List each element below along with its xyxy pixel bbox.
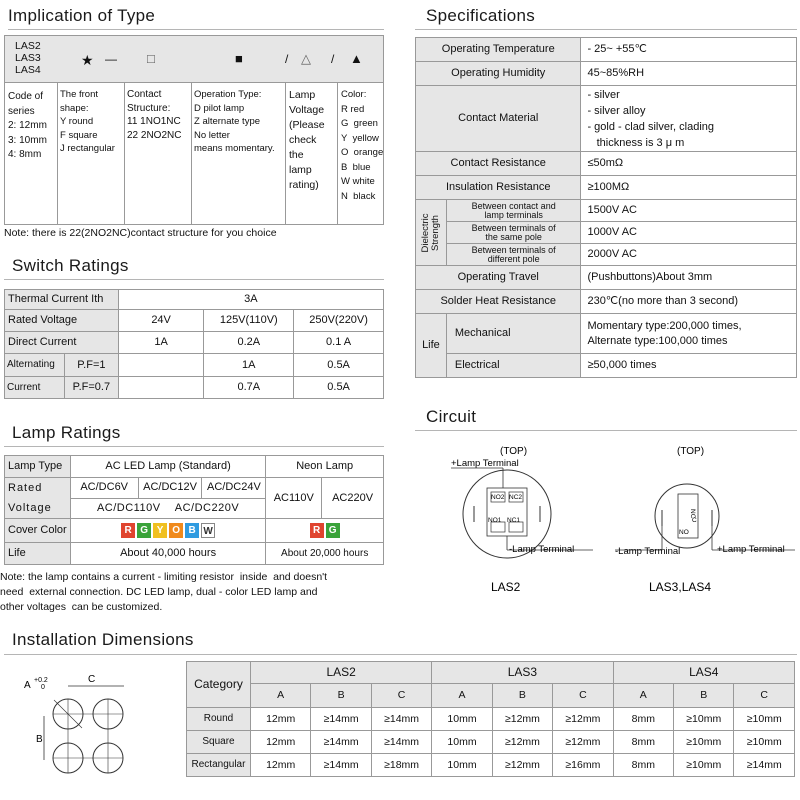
- lamp-ratings-underline: [4, 446, 384, 447]
- contact-resistance-value: ≤50mΩ: [581, 152, 797, 176]
- dimension-cell: ≥10mm: [734, 731, 795, 754]
- lamp-ratings-heading: Lamp Ratings: [12, 423, 121, 442]
- operation-type-text: Operation Type: D pilot lamp Z alternate type No letter means momentary.: [194, 89, 275, 154]
- neon-220v: AC220V: [322, 478, 384, 519]
- operating-humidity-label: Operating Humidity: [416, 62, 581, 86]
- dimension-cell: ≥14mm: [311, 754, 371, 777]
- no2-label: NO2: [491, 494, 505, 501]
- lamp-ratings-table: [4, 455, 384, 565]
- category-label: Category: [187, 662, 251, 708]
- dimension-cell: ≥10mm: [674, 754, 734, 777]
- filled-square-symbol: ■: [235, 51, 243, 66]
- ac-pf1-value-a: 1A: [204, 354, 294, 377]
- dc-24v-value: 1A: [118, 332, 204, 354]
- led-110v: AC/DC110V: [96, 501, 161, 514]
- las2-top-label: (TOP): [500, 446, 528, 457]
- installation-underline: [4, 654, 797, 655]
- table-row: [187, 708, 795, 731]
- column-header-b: B: [674, 684, 734, 708]
- operating-travel-value: (Pushbuttons)About 3mm: [581, 266, 797, 290]
- insulation-resistance-value: ≥100MΩ: [581, 176, 797, 200]
- neon-110v: AC110V: [266, 478, 322, 519]
- dimension-cell: 12mm: [250, 754, 310, 777]
- tolerance-a-label: A: [24, 680, 31, 691]
- lamp-life-label: Life: [5, 543, 71, 565]
- las2-plus-lamp-terminal: +Lamp Terminal: [451, 458, 519, 469]
- neon-lamp-label: Neon Lamp: [266, 456, 384, 478]
- column-header-a: A: [250, 684, 310, 708]
- insulation-resistance-label: Insulation Resistance: [416, 176, 581, 200]
- model-names: LAS2 LAS3 LAS4: [15, 40, 41, 76]
- led-color-badge-o: O: [169, 523, 183, 538]
- dimension-cell: ≥12mm: [492, 731, 552, 754]
- led-color-badge-g: G: [137, 523, 151, 538]
- installation-heading: Installation Dimensions: [12, 630, 194, 649]
- slash-symbol-2: /: [331, 52, 335, 66]
- implication-heading: Implication of Type: [8, 6, 156, 25]
- filled-triangle-symbol: ▲: [350, 51, 363, 66]
- dimension-cell: 10mm: [432, 754, 492, 777]
- dielectric-different-pole-label: Between terminals of different pole: [446, 244, 581, 266]
- column-header-c: C: [371, 684, 431, 708]
- operating-humidity-value: 45~85%RH: [581, 62, 797, 86]
- led-color-badge-r: R: [121, 523, 135, 538]
- dielectric-strength-label: Dielectric Strength: [419, 212, 441, 253]
- ac-pf07-value-b: 0.5A: [294, 377, 384, 399]
- no1-label: NO1: [488, 517, 502, 524]
- specifications-underline: [415, 29, 797, 30]
- implication-box: [4, 35, 384, 225]
- tolerance-plus-label: +0.2: [34, 677, 48, 684]
- row-category-label: Rectangular: [187, 754, 251, 777]
- operating-temperature-value: - 25~ +55℃: [581, 38, 797, 62]
- thermal-current-value: 3A: [118, 290, 383, 310]
- c-label: C: [692, 517, 697, 524]
- open-square-symbol: □: [147, 51, 155, 66]
- dimension-c-label: C: [88, 674, 96, 685]
- circuit-underline: [415, 430, 797, 431]
- installation-diagram: [4, 664, 184, 800]
- nc2-label: NC2: [509, 494, 523, 501]
- dimension-cell: ≥16mm: [553, 754, 613, 777]
- dimension-cell: ≥18mm: [371, 754, 431, 777]
- dimension-cell: ≥10mm: [674, 731, 734, 754]
- lamp-note: Note: the lamp contains a current - limiting resistor inside and doesn't need external connection. DC LED lamp, dual - color LED lamp and other voltages can be customized.: [0, 571, 328, 613]
- dielectric-contact-lamp-value: 1500V AC: [581, 200, 797, 222]
- led-220v: AC/DC220V: [174, 501, 240, 514]
- circuit-diagrams: [415, 436, 800, 596]
- contact-resistance-label: Contact Resistance: [416, 152, 581, 176]
- lamp-rated-voltage-label: Rated Voltage: [5, 478, 71, 519]
- led-color-badge-y: Y: [153, 523, 167, 538]
- switch-ratings-table: [4, 289, 384, 399]
- group-las2: LAS2: [250, 662, 431, 684]
- dash-symbol: —: [105, 52, 117, 66]
- contact-structure-text: Contact Structure: 11 1NO1NC 22 2NO2NC: [127, 89, 182, 141]
- life-label: Life: [416, 314, 447, 378]
- operating-travel-label: Operating Travel: [416, 266, 581, 290]
- column-header-a: A: [432, 684, 492, 708]
- switch-ratings-underline: [4, 279, 384, 280]
- implication-note: Note: there is 22(2NO2NC)contact structure for you choice: [4, 227, 277, 239]
- voltage-250v: 250V(220V): [294, 310, 384, 332]
- dielectric-contact-lamp-label: Between contact and lamp terminals: [446, 200, 581, 222]
- las2-minus-lamp-terminal: -Lamp Terminal: [509, 544, 575, 555]
- neon-life-value: About 20,000 hours: [266, 543, 384, 565]
- nc-label: NC: [689, 509, 696, 519]
- dimension-cell: ≥12mm: [492, 708, 552, 731]
- dimension-cell: ≥12mm: [553, 731, 613, 754]
- specifications-table: [415, 37, 797, 378]
- ac-pf1-value-b: 0.5A: [294, 354, 384, 377]
- pf-1-label: P.F=1: [64, 354, 118, 377]
- dimension-cell: ≥12mm: [553, 708, 613, 731]
- dc-125v-value: 0.2A: [204, 332, 294, 354]
- dielectric-different-pole-value: 2000V AC: [581, 244, 797, 266]
- dimension-cell: 12mm: [250, 731, 310, 754]
- table-row: [187, 731, 795, 754]
- circuit-heading: Circuit: [426, 407, 477, 426]
- dc-250v-value: 0.1 A: [294, 332, 384, 354]
- led-12v: AC/DC12V: [138, 478, 202, 499]
- las2-circuit-diagram: [451, 446, 593, 594]
- las34-plus-lamp-terminal: +Lamp Terminal: [717, 544, 785, 555]
- led-cover-colors: [70, 519, 266, 543]
- las34-circuit-label: LAS3,LAS4: [649, 580, 712, 594]
- dimension-cell: 8mm: [613, 754, 673, 777]
- column-header-b: B: [492, 684, 552, 708]
- lamp-voltage-text: Lamp Voltage (Please check the lamp rating): [289, 89, 325, 191]
- no-label: NO: [679, 529, 689, 536]
- mechanical-label: Mechanical: [446, 314, 581, 354]
- current-label: Current: [5, 377, 65, 399]
- star-symbol: ★: [81, 52, 94, 68]
- cover-color-label: Cover Color: [5, 519, 71, 543]
- voltage-24v: 24V: [118, 310, 204, 332]
- color-code-text: Color: R red G green Y yellow O orange B blue W white N black: [341, 89, 384, 202]
- dimension-cell: ≥10mm: [734, 708, 795, 731]
- neon-cover-colors: [266, 519, 384, 543]
- slash-symbol-1: /: [285, 52, 289, 66]
- dimension-cell: ≥10mm: [674, 708, 734, 731]
- dimension-cell: 10mm: [432, 708, 492, 731]
- neon-color-badge-r: R: [310, 523, 324, 538]
- dimension-cell: ≥14mm: [311, 708, 371, 731]
- dielectric-same-pole-value: 1000V AC: [581, 222, 797, 244]
- dimension-cell: ≥14mm: [311, 731, 371, 754]
- alternating-label: Alternating: [5, 354, 65, 377]
- neon-color-badge-g: G: [326, 523, 340, 538]
- table-row: [187, 754, 795, 777]
- group-las3: LAS3: [432, 662, 613, 684]
- led-life-value: About 40,000 hours: [70, 543, 266, 565]
- led-lamp-label: AC LED Lamp (Standard): [70, 456, 266, 478]
- front-shape-text: The front shape: Y round F square J rectangular: [60, 89, 115, 154]
- rated-voltage-label: Rated Voltage: [5, 310, 119, 332]
- solder-heat-label: Solder Heat Resistance: [416, 290, 581, 314]
- solder-heat-value: 230℃(no more than 3 second): [581, 290, 797, 314]
- dimension-cell: 10mm: [432, 731, 492, 754]
- dielectric-strength-label-cell: [416, 200, 447, 266]
- nc1-label: NC1: [507, 517, 521, 524]
- column-header-c: C: [553, 684, 613, 708]
- switch-ratings-heading: Switch Ratings: [12, 256, 129, 275]
- las34-circuit-diagram: [615, 446, 795, 594]
- led-24v: AC/DC24V: [202, 478, 266, 499]
- operating-temperature-label: Operating Temperature: [416, 38, 581, 62]
- dielectric-same-pole-label: Between terminals of the same pole: [446, 222, 581, 244]
- dimension-cell: 8mm: [613, 731, 673, 754]
- ac-pf07-value-a: 0.7A: [204, 377, 294, 399]
- dimension-cell: ≥12mm: [492, 754, 552, 777]
- tolerance-zero-label: 0: [41, 684, 45, 691]
- implication-code-row: [5, 36, 383, 83]
- series-code-text: Code of series 2: 12mm 3: 10mm 4: 8mm: [8, 91, 47, 160]
- las34-minus-lamp-terminal: -Lamp Terminal: [615, 546, 681, 557]
- contact-material-value: - silver - silver alloy - gold - clad silver, clading thickness is 3 μ m: [581, 86, 797, 152]
- group-las4: LAS4: [613, 662, 794, 684]
- dimension-cell: ≥14mm: [371, 731, 431, 754]
- column-header-b: B: [311, 684, 371, 708]
- direct-current-label: Direct Current: [5, 332, 119, 354]
- las34-top-label: (TOP): [677, 446, 705, 457]
- column-header-c: C: [734, 684, 795, 708]
- dimension-b-label: B: [36, 734, 43, 745]
- implication-underline: [8, 29, 384, 30]
- thermal-current-label: Thermal Current Ith: [5, 290, 119, 310]
- electrical-value: ≥50,000 times: [581, 354, 797, 378]
- electrical-label: Electrical: [446, 354, 581, 378]
- pf-07-label: P.F=0.7: [64, 377, 118, 399]
- dimension-cell: 12mm: [250, 708, 310, 731]
- row-category-label: Square: [187, 731, 251, 754]
- dimension-cell: ≥14mm: [734, 754, 795, 777]
- specifications-heading: Specifications: [426, 6, 536, 25]
- installation-table: [186, 661, 795, 777]
- contact-material-label: Contact Material: [416, 86, 581, 152]
- las2-circuit-label: LAS2: [491, 580, 521, 594]
- voltage-125v: 125V(110V): [204, 310, 294, 332]
- column-header-a: A: [613, 684, 673, 708]
- lamp-type-label: Lamp Type: [5, 456, 71, 478]
- led-color-badge-b: B: [185, 523, 199, 538]
- open-triangle-symbol: △: [301, 51, 311, 66]
- led-color-badge-w: W: [201, 523, 215, 538]
- row-category-label: Round: [187, 708, 251, 731]
- dimension-cell: ≥14mm: [371, 708, 431, 731]
- column-header-row: [187, 684, 795, 708]
- mechanical-value: Momentary type:200,000 times, Alternate type:100,000 times: [581, 314, 797, 354]
- led-6v: AC/DC6V: [70, 478, 138, 499]
- dimension-cell: 8mm: [613, 708, 673, 731]
